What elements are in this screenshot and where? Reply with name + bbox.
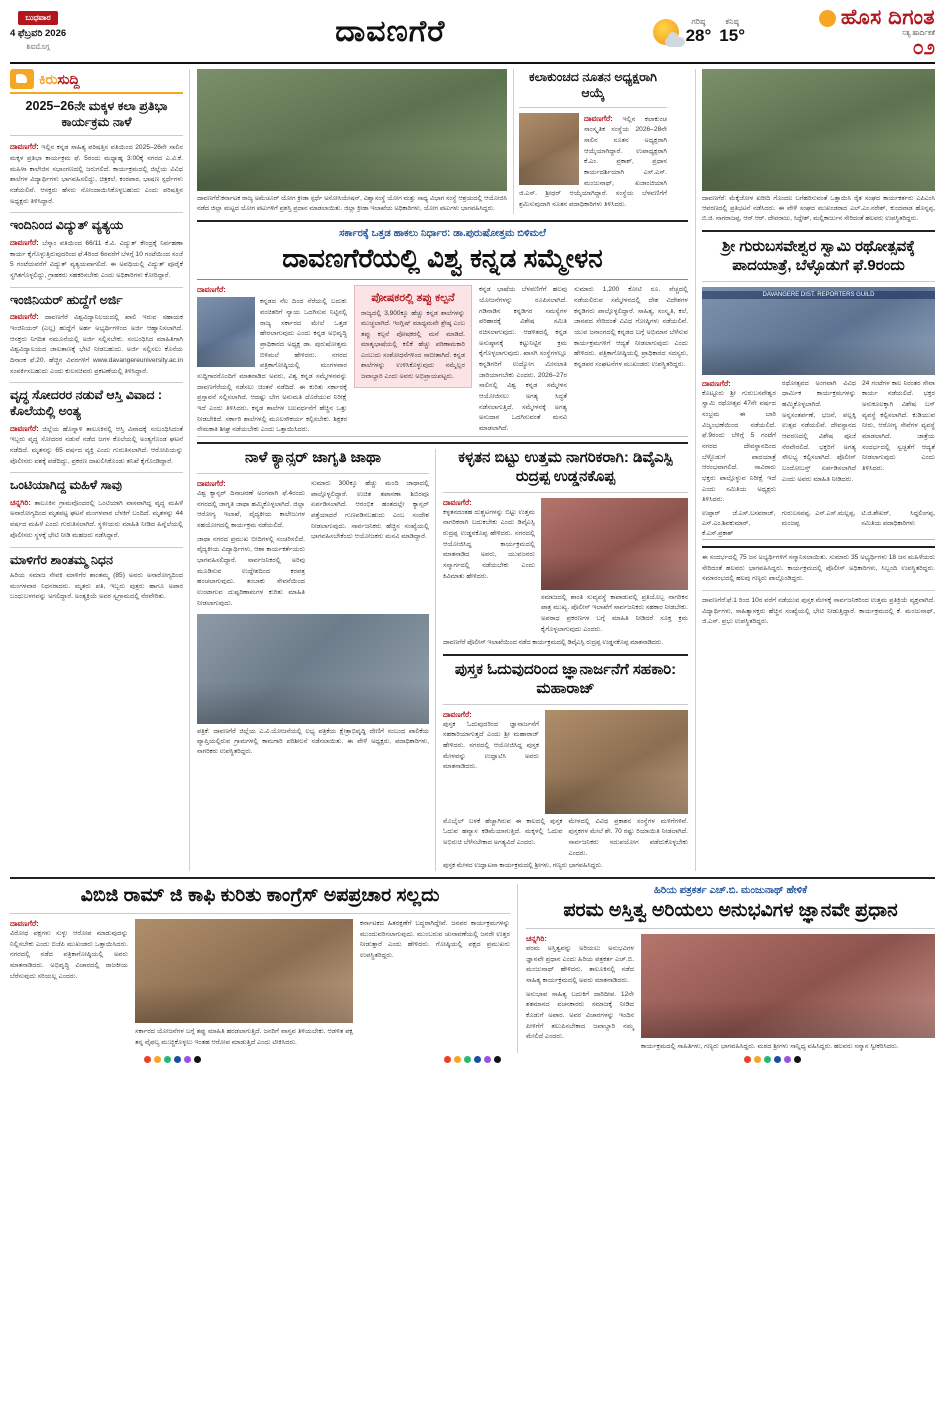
color-dot [744, 1056, 751, 1063]
book-fair-photo [545, 710, 688, 814]
brief-body: ದಾವಣಗೆರೆ: ಜಿಲ್ಲೆಯ ಹೊನ್ನಾಳಿ ತಾಲೂಕಿನಲ್ಲಿ ಆಸ್ತಿ ವಿವಾದಕ್ಕೆ ಸಂಬಂಧಿಸಿದಂತೆ ಇಬ್ಬರು ವೃದ್ಧ ಸೋದರರ ನಡುವೆ ನಡೆದ ಜಗಳ ಕೊಲೆಯಲ್ಲಿ ಅಂತ್ಯಗೊಂಡ ಘಟನೆ ನಡೆದಿದೆ. ಮೃತನನ್ನು 65 ವರ್ಷದ ವ್ಯಕ್ತಿ ಎಂದು ಗುರುತಿಸಲಾಗಿದೆ. ಆರೋಪಿಯನ್ನು ಪೊಲೀಸರು ವಶಕ್ಕೆ ಪಡೆದಿದ್ದು, ಪ್ರಕರಣ ದಾಖಲಿಸಿಕೊಂಡು ತನಿಖೆ ಕೈಗೊಂಡಿದ್ದಾರೆ. [10, 423, 183, 465]
rathotsava-headline: ಶ್ರೀ ಗುರುಬಸವೇಶ್ವರ ಸ್ವಾಮಿ ರಥೋತ್ಸವಕ್ಕೆ ಪಾದಯಾತ್ರೆ, ಬೆಳ್ಳೊಡುಗೆ ಫೆ.9ರಂದು [722, 237, 915, 275]
weather-widget [653, 18, 745, 45]
weather-high [686, 18, 712, 45]
brief-headline: ವೃದ್ಧ ಸೋದರರ ನಡುವೆ ಆಸ್ತಿ ವಿವಾದ : ಕೊಲೆಯಲ್ಲಿ ಅಂತ್ಯ [10, 388, 163, 418]
kalakuncha-headline: ಕಲಾಕುಂಚದ ನೂತನ ಅಧ್ಯಕ್ಷರಾಗಿ ಆಯ್ಕೆ [528, 70, 657, 101]
police-event-photo [541, 498, 688, 590]
cancer-body-2: ಜಾಥಾ ನಗರದ ಪ್ರಮುಖ ಬೀದಿಗಳಲ್ಲಿ ಸಂಚರಿಸಲಿದೆ. ವೈದ್ಯಕೀಯ ವಿದ್ಯಾರ್ಥಿಗಳು, ಆಶಾ ಕಾರ್ಯಕರ್ತೆಯರು ಭಾಗವಹಿಸಲಿದ್ದಾರೆ. ಸಾರ್ವಜನಿಕರಲ್ಲಿ ಅರಿವು ಮೂಡಿಸುವ ಉದ್ದೇಶದಿಂದ ಕರಪತ್ರ ಹಂಚಲಾಗುವುದು. ತಂಬಾಕು ಸೇವನೆಯಿಂದ ಉಂಟಾಗುವ ದುಷ್ಪರಿಣಾಮಗಳ ಕುರಿತು ಮಾಹಿತಿ ನೀಡಲಾಗುವುದು. [197, 535, 305, 607]
rathotsava-names-right: ಟಿ.ಜಿ.ಶೇಖರ್, ಸಿದ್ದಲಿಂಗಪ್ಪ, ಸಮಿತಿಯ ಪದಾಧಿಕಾರಿಗಳು [861, 510, 936, 528]
color-dot [184, 1056, 191, 1063]
color-dot [154, 1056, 161, 1063]
lead-kicker: ಸರ್ಕಾರಕ್ಕೆ ಒತ್ತಡ ಹಾಕಲು ನಿರ್ಧಾರ: ಡಾ.ಪುರುಷೋತ್ತಮ ಬಿಳಿಮಲೆ [339, 227, 546, 239]
color-dot [464, 1056, 471, 1063]
page-number: ೦೨ [912, 37, 935, 59]
brief-headline: ಮಾಳಿಗೆರ ಶಾಂತಮ್ಮ ನಿಧನ [10, 552, 113, 567]
lead-body-3: ಸುಮಾರು 1,200 ಕೋಟಿ ರೂ. ವೆಚ್ಚದಲ್ಲಿ ನಡೆಯಲಿರುವ ಸಮ್ಮೇಳನದಲ್ಲಿ ದೇಶ ವಿದೇಶಗಳ ಕನ್ನಡಿಗರು ಪಾಲ್ಗೊಳ್ಳಲಿದ್ದಾರೆ. ಸಾಹಿತ್ಯ, ಸಂಸ್ಕೃತಿ, ಕಲೆ, ಜಾನಪದ ಸೇರಿದಂತೆ ವಿವಿಧ ಗೋಷ್ಠಿಗಳು ನಡೆಯಲಿವೆ. ಯುವ ಜನಾಂಗದಲ್ಲಿ ಕನ್ನಡದ ಬಗ್ಗೆ ಅಭಿಮಾನ ಬೆಳೆಸುವ ಕಾರ್ಯಕ್ರಮಗಳಿಗೆ ಆದ್ಯತೆ ನೀಡಲಾಗುವುದು ಎಂದು ಹೇಳಿದರು. ಪತ್ರಿಕಾಗೋಷ್ಠಿಯಲ್ಲಿ ಪ್ರಾಧಿಕಾರದ ಸದಸ್ಯರು, ಕನ್ನಡಪರ ಸಂಘಟನೆಗಳ ಮುಖಂಡರು ಉಪಸ್ಥಿತರಿದ್ದರು. [574, 286, 688, 369]
brief-body: ದಾವಣಗೆರೆ: ಇಲ್ಲಿನ ಕನ್ನಡ ಸಾಹಿತ್ಯ ಪರಿಷತ್ತಿನ ವತಿಯಿಂದ 2025–26ನೇ ಸಾಲಿನ ಮಕ್ಕಳ ಪ್ರತಿಭಾ ಕಾರ್ಯಕ್ರಮ ಫೆ. 5ರಂದು ಮಧ್ಯಾಹ್ನ 3:00ಕ್ಕೆ ನಗರದ ಎ.ವಿ.ಕೆ. ಮಹಿಳಾ ಕಾಲೇಜಿನ ಸಭಾಂಗಣದಲ್ಲಿ ಜರುಗಲಿದೆ. ಕಾರ್ಯಕ್ರಮದಲ್ಲಿ ಜಿಲ್ಲೆಯ ವಿವಿಧ ಶಾಲೆಗಳ ವಿದ್ಯಾರ್ಥಿಗಳು ಭಾಗವಹಿಸಲಿದ್ದು, ಚಿತ್ರಕಲೆ, ಕಂಠಪಾಠ, ಭಾಷಣ ಸ್ಪರ್ಧೆಗಳು ನಡೆಯಲಿವೆ. ಆಸಕ್ತರು ಹೆಸರು ನೋಂದಾಯಿಸಿಕೊಳ್ಳಬಹುದು ಎಂದು ಪರಿಷತ್ತಿನ ಅಧ್ಯಕ್ಷರು ತಿಳಿಸಿದ್ದಾರೆ. [10, 142, 183, 205]
brief-headline: ಇಂಜಿನಿಯರ್ ಹುದ್ದೆಗೆ ಅರ್ಜಿ [10, 292, 123, 307]
color-dot [454, 1056, 461, 1063]
color-dot [494, 1056, 501, 1063]
hand-pointer-icon [10, 69, 34, 89]
bottom-right-article [526, 884, 935, 1052]
brief-headline: ಒಂಟಿಯಾಗಿದ್ದ ಮಹಿಳೆ ಸಾವು [10, 478, 122, 493]
rathotsava-names-mid: ಗುರುಬಸವಪ್ಪ, ಎಸ್.ಎಸ್.ಮಲ್ಲಪ್ಪ, ಮಂಜಪ್ಪ [781, 510, 856, 528]
citizen-byline: ದಾವಣಗೆರೆ: [443, 497, 472, 507]
lead-col-1 [197, 285, 347, 436]
cancer-byline: ದಾವಣಗೆರೆ: [197, 478, 226, 488]
yoga-award-caption: ದಾವಣಗೆರೆ:ಕರ್ನಾಟಕ ರಾಜ್ಯ ಅಮೆಚೂರ್ ಯೋಗ ಕ್ರೀಡಾ ಸ್ಪರ್ಧೆ ಅಸೋಸಿಯೇಷನ್, ವಿಶ್ವಾಸಂಸ್ಥೆ ಯೋಗ ಮತ್ತು ಸಾಧ್ಯ ವಿಭಾಗ ಸಂಸ್ಥೆ ಆಶ್ರಯದಲ್ಲಿ ಆಯೋಜಿಸಿ ನಡೆದ ಜಿಲ್ಲಾ ಮಟ್ಟದ ಯೋಗ ಪಟುಗಳಿಗೆ ಪ್ರಶಸ್ತಿ ಪ್ರದಾನ ಮಾಡಲಾಯಿತು. ಜಿಲ್ಲಾ ಕ್ರೀಡಾ ಇಲಾಖೆಯ ಅಧಿಕಾರಿಗಳು, ಯೋಗ ಪಟುಗಳು ಭಾಗವಹಿಸಿದ್ದರು. [197, 195, 507, 212]
masthead-date: 4 ಫೆಬ್ರವರಿ 2026 [10, 27, 67, 39]
main-grid [10, 69, 935, 871]
book-byline: ದಾವಣಗೆರೆ: [443, 709, 472, 719]
lead-body-2: ಕನ್ನಡ ಭಾಷೆಯ ಬೆಳವಣಿಗೆಗೆ ಹಲವು ಯೋಜನೆಗಳನ್ನು ರೂಪಿಸಲಾಗಿದೆ. ಗಡಿನಾಡಿನ ಕನ್ನಡಿಗರ ಸಮಸ್ಯೆಗಳ ಪರಿಹಾರಕ್ಕೆ ವಿಶೇಷ ಸಮಿತಿ ರಚಿಸಲಾಗುವುದು. ಆಡಳಿತದಲ್ಲಿ ಕನ್ನಡ ಅನುಷ್ಠಾನಕ್ಕೆ ಕಟ್ಟುನಿಟ್ಟಿನ ಕ್ರಮ ಕೈಗೊಳ್ಳಲಾಗುವುದು. ಖಾಸಗಿ ಸಂಸ್ಥೆಗಳಲ್ಲೂ ಕನ್ನಡಿಗರಿಗೆ ಉದ್ಯೋಗ ಮೀಸಲಾತಿ ಜಾರಿಯಾಗಬೇಕು ಎಂದರು. 2026–27ರ ಸಾಲಿನಲ್ಲಿ ವಿಶ್ವ ಕನ್ನಡ ಸಮ್ಮೇಳನ ಆಯೋಜಿಸಲು ಅಗತ್ಯ ಸಿದ್ಧತೆ ನಡೆಸಲಾಗುತ್ತಿದೆ. ಸಮ್ಮೇಳನಕ್ಕೆ ಅಗತ್ಯ ಅನುದಾನ ಒದಗಿಸುವಂತೆ ಮನವಿ ಮಾಡಲಾಗಿದೆ. [479, 286, 567, 433]
masthead [10, 6, 935, 64]
masthead-title-area [128, 17, 653, 47]
weather-low-label: ಕನಿಷ್ಠ [725, 17, 739, 27]
kirusuddi-title: ಕಿರುಸುದ್ದಿ [39, 70, 80, 87]
weather-low-value: 15° [719, 26, 745, 46]
highlight-box [354, 285, 472, 388]
bottom-right-headline: ಪರಮ ಅಸ್ತಿತ್ವ ಅರಿಯಲು ಅನುಭವಿಗಳ ಜ್ಞಾನವೇ ಪ್ರಧಾನ [563, 900, 898, 922]
lead-story [197, 220, 688, 437]
color-dot-group [144, 1056, 201, 1063]
lead-col-4 [574, 285, 688, 436]
field-visit-caption: ಪತ್ರಿಕೆ: ದಾವಣಗೆರೆ ಜಿಲ್ಲೆಯ ಎ.ವಿ.ಯೋಜನೆಯಲ್ಲಿ ಲಭ್ಯ ಪತ್ರಿಕೆಯ ಕ್ಷೇತ್ರಾಭಿವೃದ್ಧಿ ದೇಣಿಗೆ ಸಂಬಂಧ ಪಾಲಿಕೆಯ ವ್ಯಾಪ್ತಿಯಲ್ಲಿರುವ ಗ್ರಾಮಗಳಲ್ಲಿ ಕಾಮಗಾರಿ ಪರಿಶೀಲನೆ ನಡೆಸಲಾಯಿತು. ಈ ವೇಳೆ ಅಧ್ಯಕ್ಷರು, ಪದಾಧಿಕಾರಿಗಳು, ನಾಗರಿಕರು ಉಪಸ್ಥಿತರಿದ್ದರು. [197, 728, 429, 756]
brief-item [10, 553, 183, 604]
kirusuddi-header [10, 69, 183, 94]
lead-body-1: ಕನ್ನಡದ ನೆಲ ದಿಂದ ನೆರೆಯಲ್ಲಿ ಬದುಕು ವಂಚಿತರಿಗೆ ನ್ಯಾಯ ಒದಗಿಸುವ ನಿಟ್ಟಿನಲ್ಲಿ ರಾಜ್ಯ ಸರ್ಕಾರದ ಮೇಲೆ ಒತ್ತಡ ಹೇರಲಾಗುವುದು ಎಂದು ಕನ್ನಡ ಅಭಿವೃದ್ಧಿ ಪ್ರಾಧಿಕಾರದ ಅಧ್ಯಕ್ಷ ಡಾ. ಪುರುಷೋತ್ತಮ ಬಿಳಿಮಲೆ ಹೇಳಿದರು. ನಗರದ ಪತ್ರಿಕಾಗೋಷ್ಠಿಯಲ್ಲಿ ಮಂಗಳವಾರ ಸುದ್ದಿಗಾರರೊಂದಿಗೆ ಮಾತನಾಡಿದ ಅವರು, ವಿಶ್ವ ಕನ್ನಡ ಸಮ್ಮೇಳನವನ್ನು ದಾವಣಗೆರೆಯಲ್ಲಿ ನಡೆಸಲು ಚಿಂತನೆ ನಡೆದಿದೆ. ಈ ಕುರಿತು ಸರ್ಕಾರಕ್ಕೆ ಪ್ರಸ್ತಾವನೆ ಸಲ್ಲಿಸಲಾಗಿದೆ. ಆದಷ್ಟು ಬೇಗ ಅನುಮತಿ ದೊರೆಯುವ ನಿರೀಕ್ಷೆ ಇದೆ ಎಂದು ತಿಳಿಸಿದರು. ಕನ್ನಡ ಶಾಲೆಗಳ ಬಲವರ್ಧನೆಗೆ ಹೆಚ್ಚಿನ ಒತ್ತು ನೀಡಬೇಕಿದೆ. ಸರ್ಕಾರಿ ಶಾಲೆಗಳಲ್ಲಿ ಮೂಲಸೌಕರ್ಯ ಕಲ್ಪಿಸಬೇಕು. ಶಿಕ್ಷಕರ ನೇಮಕಾತಿ ಶೀಘ್ರ ನಡೆಯಬೇಕು ಎಂದು ಒತ್ತಾಯಿಸಿದರು. [197, 298, 347, 434]
book-sidebar-text: ದಾವಣಗೆರೆ:ಫೆ.1 ರಿಂದ 10ರ ವರೆಗೆ ನಡೆಯುವ ಪುಸ್ತಕ ಮೇಳಕ್ಕೆ ಸಾರ್ವಜನಿಕರಿಂದ ಉತ್ತಮ ಪ್ರತಿಕ್ರಿಯೆ ವ್ಯಕ್ತವಾಗಿದೆ. ವಿದ್ಯಾರ್ಥಿಗಳು, ಸಾಹಿತ್ಯಾಸಕ್ತರು ಹೆಚ್ಚಿನ ಸಂಖ್ಯೆಯಲ್ಲಿ ಭೇಟಿ ನೀಡುತ್ತಿದ್ದಾರೆ. ಕಾರ್ಯಕ್ರಮದಲ್ಲಿ ಕೆ. ಮಂಜುನಾಥ್, ಜಿ.ಎಸ್. ಪ್ರಭು ಉಪಸ್ಥಿತರಿದ್ದರು. [702, 596, 935, 626]
rathotsava-article [702, 230, 935, 540]
book-photo-caption: ಪುಸ್ತಕ ಮೇಳದ ಉದ್ಘಾಟನಾ ಕಾರ್ಯಕ್ರಮದಲ್ಲಿ ಶ್ರೀಗಳು, ಗಣ್ಯರು ಭಾಗವಹಿಸಿದ್ದರು. [443, 862, 603, 870]
cancer-body-1: ವಿಶ್ವ ಕ್ಯಾನ್ಸರ್ ದಿನಾಚರಣೆ ಅಂಗವಾಗಿ ಫೆ.4ರಂದು ನಗರದಲ್ಲಿ ಜಾಗೃತಿ ಜಾಥಾ ಹಮ್ಮಿಕೊಳ್ಳಲಾಗಿದೆ. ಜಿಲ್ಲಾ ಆರೋಗ್ಯ ಇಲಾಖೆ, ವೈದ್ಯಕೀಯ ಕಾಲೇಜುಗಳ ಸಹಯೋಗದಲ್ಲಿ ಕಾರ್ಯಕ್ರಮ ನಡೆಯಲಿದೆ. [197, 489, 305, 529]
bottom-left-byline: ದಾವಣಗೆರೆ: [10, 919, 39, 929]
lead-headline: ದಾವಣಗೆರೆಯಲ್ಲಿ ವಿಶ್ವ ಕನ್ನಡ ಸಮ್ಮೇಳನ [282, 242, 603, 273]
book-article [443, 654, 688, 871]
sun-logo-icon [819, 10, 836, 27]
citizen-article [443, 449, 688, 871]
brief-headline: 2025–26ನೇ ಮಕ್ಕಳ ಕಲಾ ಪ್ರತಿಭಾ ಕಾರ್ಯಕ್ರಮ ನಾಳೆ [25, 99, 168, 129]
kalakuncha-body: ದಾವಣಗೆರೆ: ಇಲ್ಲಿನ ಕಲಾಕುಂಚ ಸಾಂಸ್ಕೃತಿಕ ಸಂಸ್ಥೆಯ 2026–28ನೇ ಸಾಲಿನ ನೂತನ ಅಧ್ಯಕ್ಷರಾಗಿ ಆಯ್ಕೆಯಾಗಿದ್ದಾರೆ. ಉಪಾಧ್ಯಕ್ಷರಾಗಿ ಕೆ.ಎಂ. ಪ್ರಕಾಶ್, ಪ್ರಧಾನ ಕಾರ್ಯದರ್ಶಿಯಾಗಿ ಎಸ್.ಎಸ್. ಮಂಜುನಾಥ್, ಖಜಾಂಚಿಯಾಗಿ ಜಿ.ಎಸ್. ಶ್ರೀಧರ್ ಆಯ್ಕೆಯಾಗಿದ್ದಾರೆ. ಸಂಸ್ಥೆಯ ಬೆಳವಣಿಗೆಗೆ ಶ್ರಮಿಸುವುದಾಗಿ ನೂತನ ಪದಾಧಿಕಾರಿಗಳು ತಿಳಿಸಿದರು. [519, 113, 667, 208]
color-dot [764, 1056, 771, 1063]
cancer-body-3: ಸುಮಾರು 300ಕ್ಕೂ ಹೆಚ್ಚು ಮಂದಿ ಜಾಥಾದಲ್ಲಿ ಪಾಲ್ಗೊಳ್ಳಲಿದ್ದಾರೆ. ಉಚಿತ ತಪಾಸಣಾ ಶಿಬಿರವೂ ಏರ್ಪಡಿಸಲಾಗಿದೆ. ಆರಂಭಿಕ ಹಂತದಲ್ಲೇ ಕ್ಯಾನ್ಸರ್ ಪತ್ತೆಯಾದರೆ ಗುಣಪಡಿಸಬಹುದು ಎಂಬ ಸಂದೇಶ ನೀಡಲಾಗುವುದು. ಸಾರ್ವಜನಿಕರು ಹೆಚ್ಚಿನ ಸಂಖ್ಯೆಯಲ್ಲಿ ಭಾಗವಹಿಸಬೇಕೆಂದು ಆಯೋಜಕರು ಮನವಿ ಮಾಡಿದ್ದಾರೆ. [311, 479, 429, 541]
citizen-body-2: ಸಮಾಜದಲ್ಲಿ ಶಾಂತಿ ಸುವ್ಯವಸ್ಥೆ ಕಾಪಾಡುವಲ್ಲಿ ಪ್ರತಿಯೊಬ್ಬ ನಾಗರಿಕನ ಪಾತ್ರ ಮುಖ್ಯ. ಪೊಲೀಸ್ ಇಲಾಖೆಗೆ ಸಾರ್ವಜನಿಕರು ಸಹಕಾರ ನೀಡಬೇಕು. ಅಪರಾಧ ಪ್ರಕರಣಗಳ ಬಗ್ಗೆ ಮಾಹಿತಿ ನೀಡಿದರೆ ಸೂಕ್ತ ಕ್ರಮ ಕೈಗೊಳ್ಳಲಾಗುವುದು ಎಂದರು. [541, 593, 688, 633]
middle-column [197, 69, 688, 871]
cancer-article [197, 449, 436, 871]
rathotsava-body-1: ಕೊಟ್ಟೂರು ಶ್ರೀ ಗುರುಬಸವೇಶ್ವರ ಸ್ವಾಮಿ ರಥೋತ್ಸವ 47ನೇ ವರ್ಷದ ಸಂಭ್ರಮ ಈ ಬಾರಿ ವಿಜೃಂಭಣೆಯಿಂದ ನಡೆಯಲಿದೆ. ಫೆ.9ರಂದು ಬೆಳಿಗ್ಗೆ 5 ಗಂಟೆಗೆ ನಗರದ ದೇವಸ್ಥಾನದಿಂದ ಬೆಳ್ಳೊಡುಗೆ ಪಾದಯಾತ್ರೆ ಆರಂಭವಾಗಲಿದೆ. ಸಾವಿರಾರು ಭಕ್ತರು ಪಾಲ್ಗೊಳ್ಳುವ ನಿರೀಕ್ಷೆ ಇದೆ ಎಂದು ಸಮಿತಿಯ ಅಧ್ಯಕ್ಷರು ತಿಳಿಸಿದರು. [702, 389, 776, 504]
bottom-right-body-3: ಕಾರ್ಯಕ್ರಮದಲ್ಲಿ ಸಾಹಿತಿಗಳು, ಗಣ್ಯರು ಭಾಗವಹಿಸಿದ್ದರು. ಮಠದ ಶ್ರೀಗಳು ಸಾನ್ನಿಧ್ಯ ವಹಿಸಿದ್ದರು. ಹಲವರು ಸನ್ಮಾನ ಸ್ವೀಕರಿಸಿದರು. [641, 1043, 899, 1051]
page-title: ದಾವಣಗೆರೆ [335, 15, 446, 48]
citizen-sidebar-text: ಈ ಸಂದರ್ಭದಲ್ಲಿ 75 ಜನ ಅಭ್ಯರ್ಥಿಗಳಿಗೆ ಸನ್ಮಾನಿಸಲಾಯಿತು. ಸುಮಾರು 35 ಅಭ್ಯರ್ಥಿಗಳು 18 ಜನ ಮಹಿಳೆಯರು ಸೇರಿದಂತೆ ಹಲವರು ಭಾಗವಹಿಸಿದ್ದರು. ಕಾರ್ಯಕ್ರಮದಲ್ಲಿ ಪೊಲೀಸ್ ಅಧಿಕಾರಿಗಳು, ಸಿಬ್ಬಂದಿ ಉಪಸ್ಥಿತರಿದ್ದರು. ಸಮಾರಂಭದಲ್ಲಿ ಹಲವು ಗಣ್ಯರು ಪಾಲ್ಗೊಂಡಿದ್ದರು. [702, 553, 935, 583]
book-body-2: ಮೊಬೈಲ್ ಬಳಕೆ ಹೆಚ್ಚಾಗಿರುವ ಈ ಕಾಲದಲ್ಲಿ ಪುಸ್ತಕ ಓದುವ ಹವ್ಯಾಸ ಕಡಿಮೆಯಾಗುತ್ತಿದೆ. ಮಕ್ಕಳಲ್ಲಿ ಓದುವ ಅಭಿರುಚಿ ಬೆಳೆಸಬೇಕಾದ ಅಗತ್ಯವಿದೆ ಎಂದರು. [443, 817, 563, 847]
brief-item [10, 293, 183, 378]
rathotsava-body-2: ರಥೋತ್ಸವದ ಅಂಗವಾಗಿ ವಿವಿಧ ಧಾರ್ಮಿಕ ಕಾರ್ಯಕ್ರಮಗಳನ್ನು ಹಮ್ಮಿಕೊಳ್ಳಲಾಗಿದೆ. ಅನ್ನಸಂತರ್ಪಣೆ, ಭಜನೆ, ಪಲ್ಲಕ್ಕಿ ಉತ್ಸವ ನಡೆಯಲಿವೆ. ದೇವಸ್ಥಾನದ ಆವರಣದಲ್ಲಿ ವಿಶೇಷ ಪೂಜೆ ನೆರವೇರಲಿದೆ. ಭಕ್ತರಿಗೆ ಅಗತ್ಯ ಸೌಲಭ್ಯ ಕಲ್ಪಿಸಲಾಗಿದೆ. ಪೊಲೀಸ್ ಬಂದೋಬಸ್ತ್ ಏರ್ಪಡಿಸಲಾಗಿದೆ ಎಂದು ಅವರು ಮಾಹಿತಿ ನೀಡಿದರು. [782, 379, 856, 483]
brief-item [10, 388, 183, 467]
color-dot [754, 1056, 761, 1063]
color-dot [474, 1056, 481, 1063]
citizen-headline: ಕಳ್ಳತನ ಬಿಟ್ಟು ಉತ್ತಮ ನಾಗರಿಕರಾಗಿ: ಡಿವೈಎಸ್ಪಿ ರುದ್ರಪ್ಪ ಉಡ್ಡನಕೊಪ್ಪ [458, 449, 673, 485]
rathotsava-names-left: ಉಪ್ಪಾರ್ ಜೆ.ಎಸ್.ಬಸವರಾಜ್, ಎಸ್.ಎಂ.ಶಿವಕುಮಾರ್, ಕೆ.ಎಸ್.ಪ್ರಕಾಶ್ [702, 510, 776, 537]
brand-name-row [745, 6, 935, 30]
bottom-right-kicker: ಹಿರಿಯ ಪತ್ರಕರ್ತ ಎಚ್.ಬಿ. ಮಂಜುನಾಥ್ ಹೇಳಿಕೆ [653, 885, 808, 897]
weather-low [719, 18, 745, 45]
book-body-3: ಮೇಳದಲ್ಲಿ ವಿವಿಧ ಪ್ರಕಾಶನ ಸಂಸ್ಥೆಗಳ ಮಳಿಗೆಗಳಿವೆ. ಪುಸ್ತಕಗಳ ಮೇಲೆ ಶೇ. 70 ರಷ್ಟು ರಿಯಾಯಿತಿ ನೀಡಲಾಗಿದೆ. ಸಾರ್ವಜನಿಕರು ಸದುಪಯೋಗ ಪಡೆದುಕೊಳ್ಳಬೇಕು ಎಂದರು. [568, 817, 688, 857]
brief-body: ಚನ್ನಗಿರಿ: ತಾಲೂಕಿನ ಗ್ರಾಮವೊಂದರಲ್ಲಿ ಒಂಟಿಯಾಗಿ ವಾಸವಾಗಿದ್ದ ವೃದ್ಧ ಮಹಿಳೆ ಅನಾರೋಗ್ಯದಿಂದ ಮೃತಪಟ್ಟ ಘಟನೆ ಮಂಗಳವಾರ ಬೆಳಕಿಗೆ ಬಂದಿದೆ. ಮೃತಳನ್ನು 44 ವರ್ಷದ ಮಹಿಳೆ ಎಂದು ಗುರುತಿಸಲಾಗಿದೆ. ಸ್ಥಳೀಯರು ಮಾಹಿತಿ ನೀಡಿದ ಹಿನ್ನೆಲೆಯಲ್ಲಿ ಪೊಲೀಸರು ಸ್ಥಳಕ್ಕೆ ಭೇಟಿ ನೀಡಿ ಮಹಜರು ನಡೆಸಿದ್ದಾರೆ. [10, 497, 183, 539]
yoga-award-photo [197, 69, 507, 191]
brief-item [10, 99, 183, 207]
right-column [695, 69, 935, 871]
farmers-protest-photo [702, 69, 935, 191]
color-dot [784, 1056, 791, 1063]
rathotsava-photo [702, 287, 935, 375]
yoga-award-article [197, 69, 507, 214]
masthead-edition: ಶಿವಮೊಗ್ಗ [26, 41, 50, 51]
color-dot [174, 1056, 181, 1063]
left-column [10, 69, 190, 871]
color-dot [144, 1056, 151, 1063]
lead-columns [197, 285, 688, 436]
portrait-photo [519, 113, 579, 185]
highlight-box-body: ರಾಜ್ಯದಲ್ಲಿ 3,900ಕ್ಕೂ ಹೆಚ್ಚು ಕನ್ನಡ ಶಾಲೆಗಳನ್ನು ಮುಚ್ಚಲಾಗಿದೆ. ಇಂಗ್ಲಿಷ್ ಮಾಧ್ಯಮವೇ ಶ್ರೇಷ್ಠ ಎಂಬ ತಪ್ಪು ಕಲ್ಪನೆ ಪೋಷಕರಲ್ಲಿ ಮನೆ ಮಾಡಿದೆ. ಮಾತೃಭಾಷೆಯಲ್ಲಿ ಕಲಿಕೆ ಹೆಚ್ಚು ಪರಿಣಾಮಕಾರಿ ಎಂಬುದು ಸಂಶೋಧನೆಗಳಿಂದ ಸಾಬೀತಾಗಿದೆ. ಕನ್ನಡ ಶಾಲೆಗಳನ್ನು ಉಳಿಸಿಕೊಳ್ಳುವುದು ನಮ್ಮೆಲ್ಲರ ಜವಾಬ್ದಾರಿ ಎಂದು ಅವರು ಅಭಿಪ್ರಾಯಪಟ್ಟರು. [361, 309, 465, 380]
press-meet-photo [135, 919, 353, 1023]
publication-brand [745, 6, 935, 58]
rathotsava-byline: ದಾವಣಗೆರೆ: [702, 378, 731, 388]
bottom-band [10, 877, 935, 1052]
speaker-photo [197, 297, 255, 367]
photo-banner-text: DAVANGERE DIST. REPORTERS GUILD [702, 291, 935, 299]
brief-item [10, 478, 183, 541]
bottom-left-body-1: ವಿರೋಧ ಪಕ್ಷಗಳು ಸುಳ್ಳು ಆರೋಪ ಮಾಡುವುದನ್ನು ನಿಲ್ಲಿಸಬೇಕು ಎಂದು ಬಿಜೆಪಿ ಮುಖಂಡರು ಒತ್ತಾಯಿಸಿದರು. ನಗರದಲ್ಲಿ ನಡೆದ ಪತ್ರಿಕಾಗೋಷ್ಠಿಯಲ್ಲಿ ಅವರು ಮಾತನಾಡಿದರು. ಅಭಿವೃದ್ಧಿ ವಿಚಾರದಲ್ಲಿ ರಾಜಕೀಯ ಬೆರೆಸುವುದು ಸರಿಯಲ್ಲ ಎಂದರು. [10, 930, 128, 980]
lead-col-3 [479, 285, 567, 436]
mid-row [197, 442, 688, 871]
field-visit-photo [197, 614, 429, 724]
brief-body: ದಾವಣಗೆರೆ: ಬೆಸ್ಕಾಂ ವತಿಯಿಂದ 66/11 ಕೆ.ವಿ. ವಿದ್ಯುತ್ ಕೇಂದ್ರಕ್ಕೆ ನಿರ್ವಹಣಾ ಕಾರ್ಯ ಕೈಗೊಳ್ಳುತ್ತಿರುವುದರಿಂದ ಫೆ.4ರಿಂದ 6ರವರೆಗೆ ಬೆಳಗ್ಗೆ 10 ಗಂಟೆಯಿಂದ ಸಂಜೆ 5 ಗಂಟೆಯವರೆಗೆ ವಿದ್ಯುತ್ ವ್ಯತ್ಯಯವಾಗಲಿದೆ. ಈ ಅವಧಿಯಲ್ಲಿ ವಿದ್ಯುತ್ ಪೂರೈಕೆ ಸ್ಥಗಿತಗೊಳ್ಳಲಿದ್ದು, ಗ್ರಾಹಕರು ಸಹಕರಿಸಬೇಕು ಎಂದು ಅಧಿಕಾರಿಗಳು ಕೋರಿದ್ದಾರೆ. [10, 237, 183, 279]
sun-icon [653, 19, 679, 45]
color-registration-bar [10, 1053, 935, 1063]
book-body-1: ಪುಸ್ತಕ ಓದುವುದರಿಂದ ಜ್ಞಾನಾರ್ಜನೆಗೆ ಸಹಕಾರಿಯಾಗುತ್ತದೆ ಎಂದು ಶ್ರೀ ಮಹಾರಾಜ್ ಹೇಳಿದರು. ನಗರದಲ್ಲಿ ಆಯೋಜಿಸಿದ್ದ ಪುಸ್ತಕ ಮೇಳವನ್ನು ಉದ್ಘಾಟಿಸಿ ಅವರು ಮಾತನಾಡಿದರು. [443, 720, 539, 771]
literary-event-photo [641, 934, 935, 1038]
brief-item [10, 218, 183, 281]
masthead-dateblock [10, 11, 128, 52]
bottom-right-body-1: ಪರಮ ಅಸ್ತಿತ್ವವನ್ನು ಅರಿಯಲು ಅನುಭವಿಗಳ ಜ್ಞಾನವೇ ಪ್ರಧಾನ ಎಂದು ಹಿರಿಯ ಪತ್ರಕರ್ತ ಎಚ್.ಬಿ. ಮಂಜುನಾಥ್ ಹೇಳಿದರು. ತಾಲೂಕಿನಲ್ಲಿ ನಡೆದ ಸಾಹಿತ್ಯ ಕಾರ್ಯಕ್ರಮದಲ್ಲಿ ಅವರು ಮಾತನಾಡಿದರು. [526, 945, 634, 985]
weather-high-label: ಗರಿಷ್ಠ [691, 17, 706, 27]
bottom-left-body-3: ಕರ್ನಾಟಕದ ಹಿತರಕ್ಷಣೆಗೆ ಬದ್ಧರಾಗಿದ್ದೇವೆ. ಜನಪರ ಕಾರ್ಯಕ್ರಮಗಳನ್ನು ಮುಂದುವರಿಸಲಾಗುವುದು. ಮುಂಬರುವ ಚುನಾವಣೆಯಲ್ಲಿ ಜನರೇ ಉತ್ತರ ನೀಡುತ್ತಾರೆ ಎಂದು ಹೇಳಿದರು. ಗೋಷ್ಠಿಯಲ್ಲಿ ಪಕ್ಷದ ಪ್ರಮುಖರು ಉಪಸ್ಥಿತರಿದ್ದರು. [360, 920, 510, 960]
masthead-day-badge: ಬುಧವಾರ [18, 11, 57, 25]
farmers-protest-caption: ದಾವಣಗೆರೆ: ಮೆಕ್ಕೆಜೋಳ ಖರೀದಿ ಗೊಂದಲ ಬಗೆಹರಿಸುವಂತೆ ಒತ್ತಾಯಿಸಿ ರೈತ ಸಂಘದ ಕಾರ್ಯಕರ್ತರು ಎಪಿಎಂಸಿ ಆವರಣದಲ್ಲಿ ಪ್ರತಿಭಟನೆ ನಡೆಸಿದರು. ಈ ವೇಳೆ ಸಂಘದ ಮುಖಂಡರಾದ ಎಲ್.ಎಂ.ನರೇಶ್, ಕುಂದವಾಡ ಹೊನ್ನಪ್ಪ, ಬಿ.ಜಿ. ನಾಗರಾಜಪ್ಪ, ಆರ್.ಆರ್. ದೇವರಾಜು, ಸಿದ್ದೇಶ್, ಮಲ್ಲಿಕಾರ್ಜುನ ಸೇರಿದಂತೆ ಹಲವರು ಉಪಸ್ಥಿತರಿದ್ದರು. [702, 195, 935, 222]
highlight-box-title: ಪೋಷಕರಲ್ಲಿ ತಪ್ಪು ಕಲ್ಪನೆ [371, 292, 455, 305]
color-dot [774, 1056, 781, 1063]
citizen-body-1: ಕಳ್ಳತನದಂತಹ ದುಶ್ಚಟಗಳನ್ನು ಬಿಟ್ಟು ಉತ್ತಮ ನಾಗರಿಕರಾಗಿ ಬದುಕಬೇಕು ಎಂದು ಡಿವೈಎಸ್ಪಿ ರುದ್ರಪ್ಪ ಉಡ್ಡನಕೊಪ್ಪ ಹೇಳಿದರು. ನಗರದಲ್ಲಿ ಆಯೋಜಿಸಿದ್ದ ಕಾರ್ಯಕ್ರಮದಲ್ಲಿ ಮಾತನಾಡಿದ ಅವರು, ಯುವಜನರು ಸನ್ಮಾರ್ಗದಲ್ಲಿ ನಡೆಯಬೇಕು ಎಂದು ಕಿವಿಮಾತು ಹೇಳಿದರು. [443, 508, 535, 580]
cloud-icon [665, 37, 685, 47]
citizen-photo-caption: ದಾವಣಗೆರೆ ಪೊಲೀಸ್ ಇಲಾಖೆಯಿಂದ ನಡೆದ ಕಾರ್ಯಕ್ರಮದಲ್ಲಿ ಡಿವೈಎಸ್ಪಿ ರುದ್ರಪ್ಪ ಉಡ್ಡನಕೊಪ್ಪ ಮಾತನಾಡಿದರು. [443, 639, 664, 647]
bottom-right-byline: ಚನ್ನಗಿರಿ: [526, 934, 547, 944]
lead-byline: ದಾವಣಗೆರೆ: [197, 285, 226, 295]
brief-headline: ಇಂದಿನಿಂದ ವಿದ್ಯುತ್ ವ್ಯತ್ಯಯ [10, 218, 124, 233]
top-photo-strip [197, 69, 688, 214]
color-dot-group [744, 1056, 801, 1063]
kalakuncha-article [513, 69, 667, 214]
color-dot [484, 1056, 491, 1063]
brand-name: ಹೊಸ ದಿಗಂತ [840, 6, 935, 29]
brief-body: ಹಿರಿಯ ಸಮಾಜ ಸೇವಕಿ ಮಾಳಿಗೆರ ಶಾಂತಮ್ಮ (85) ಅವರು ಅನಾರೋಗ್ಯದಿಂದ ಮಂಗಳವಾರ ನಿಧನರಾದರು. ಮೃತರು ಪತಿ, ಇಬ್ಬರು ಪುತ್ರರು ಹಾಗೂ ಅಪಾರ ಬಂಧುಬಳಗವನ್ನು ಅಗಲಿದ್ದಾರೆ. ಅಂತ್ಯಕ್ರಿಯೆ ಅವರ ಸ್ವಗ್ರಾಮದಲ್ಲಿ ನೆರವೇರಿತು. [10, 572, 183, 601]
lead-col-2 [354, 285, 472, 436]
color-dot [194, 1056, 201, 1063]
bottom-left-headline: ವಿಬಿಜಿ ರಾಮ್ ಜಿ ಕಾಫಿ ಕುರಿತು ಕಾಂಗ್ರೆಸ್ ಅಪಪ್ರಚಾರ ಸಲ್ಲದು [80, 885, 440, 907]
bottom-right-body-2: ಅನುಭಾವ ಸಾಹಿತ್ಯ ಬದುಕಿಗೆ ದಾರಿದೀಪ. 12ನೇ ಶತಮಾನದ ವಚನಕಾರರು ಸಮಾಜಕ್ಕೆ ನೀಡಿದ ಕೊಡುಗೆ ಅಪಾರ. ಅವರ ವಿಚಾರಗಳನ್ನು ಇಂದಿನ ಪೀಳಿಗೆಗೆ ತಲುಪಿಸಬೇಕಾದ ಜವಾಬ್ದಾರಿ ನಮ್ಮ ಮೇಲಿದೆ ಎಂದರು. [526, 990, 634, 1041]
color-dot [164, 1056, 171, 1063]
book-headline: ಪುಸ್ತಕ ಓದುವುದರಿಂದ ಜ್ಞಾನಾರ್ಜನೆಗೆ ಸಹಕಾರಿ: ಮಹಾರಾಜ್ [454, 661, 677, 697]
bottom-left-article [10, 884, 518, 1052]
weather-high-value: 28° [685, 26, 712, 46]
color-dot [444, 1056, 451, 1063]
color-dot [794, 1056, 801, 1063]
color-dot-group [444, 1056, 501, 1063]
cancer-headline: ನಾಳೆ ಕ್ಯಾನ್ಸರ್ ಜಾಗೃತಿ ಜಾಥಾ [244, 449, 382, 467]
rathotsava-body-3: 24 ಗಂಟೆಗಳ ಕಾಲ ನಿರಂತರ ಸೇವಾ ಕಾರ್ಯ ನಡೆಯಲಿದೆ. ಭಕ್ತರ ಅನುಕೂಲಕ್ಕಾಗಿ ವಿಶೇಷ ಬಸ್ ವ್ಯವಸ್ಥೆ ಕಲ್ಪಿಸಲಾಗಿದೆ. ಕುಡಿಯುವ ನೀರು, ಆರೋಗ್ಯ ಸೇವೆಗಳ ವ್ಯವಸ್ಥೆ ಮಾಡಲಾಗಿದೆ. ಜಾತ್ರೆಯ ಸಂದರ್ಭದಲ್ಲಿ ಸ್ವಚ್ಛತೆಗೆ ಆದ್ಯತೆ ನೀಡಲಾಗುವುದು ಎಂದು ತಿಳಿಸಿದರು. [862, 379, 935, 473]
bottom-left-body-2: ಸರ್ಕಾರದ ಯೋಜನೆಗಳ ಬಗ್ಗೆ ತಪ್ಪು ಮಾಹಿತಿ ಹರಡಲಾಗುತ್ತಿದೆ. ಜನರಿಗೆ ವಾಸ್ತವ ತಿಳಿಯಬೇಕು. ಆಡಳಿತ ಪಕ್ಷ ತನ್ನ ವೈಫಲ್ಯ ಮುಚ್ಚಿಕೊಳ್ಳಲು ಇಂತಹ ಆರೋಪ ಮಾಡುತ್ತಿದೆ ಎಂದು ಟೀಕಿಸಿದರು. [135, 1028, 353, 1046]
brief-body: ದಾವಣಗೆರೆ: ದಾವಣಗೆರೆ ವಿಶ್ವವಿದ್ಯಾನಿಲಯದಲ್ಲಿ ಖಾಲಿ ಇರುವ ಸಹಾಯಕ ಇಂಜಿನಿಯರ್ (ಎಲ್ಲ) ಹುದ್ದೆಗೆ ಅರ್ಹ ಅಭ್ಯರ್ಥಿಗಳಿಂದ ಅರ್ಜಿ ಆಹ್ವಾನಿಸಲಾಗಿದೆ. ಆಸಕ್ತರು ನಿಗದಿತ ನಮೂನೆಯಲ್ಲಿ ಅರ್ಜಿ ಸಲ್ಲಿಸಬೇಕು. ಸಂಬಂಧಿಸಿದ ಮಾಹಿತಿಗಾಗಿ ವಿಶ್ವವಿದ್ಯಾಲಯದ ಜಾಲತಾಣಕ್ಕೆ ಭೇಟಿ ನೀಡಬಹುದು. ಅರ್ಜಿ ಸಲ್ಲಿಸಲು ಕೊನೆಯ ದಿನಾಂಕ ಫೆ.20. ಹೆಚ್ಚಿನ ವಿವರಗಳಿಗೆ www.davangereuniversity.ac.in ಸಂಪರ್ಕಿಸಬಹುದು ಎಂದು ಕುಲಸಚಿವರು ಪ್ರಕಟಣೆಯಲ್ಲಿ ತಿಳಿಸಿದ್ದಾರೆ. [10, 312, 183, 375]
brand-tagline: ಸತ್ಯ ಹಾರ್ದಿಕತೆ [902, 30, 935, 37]
